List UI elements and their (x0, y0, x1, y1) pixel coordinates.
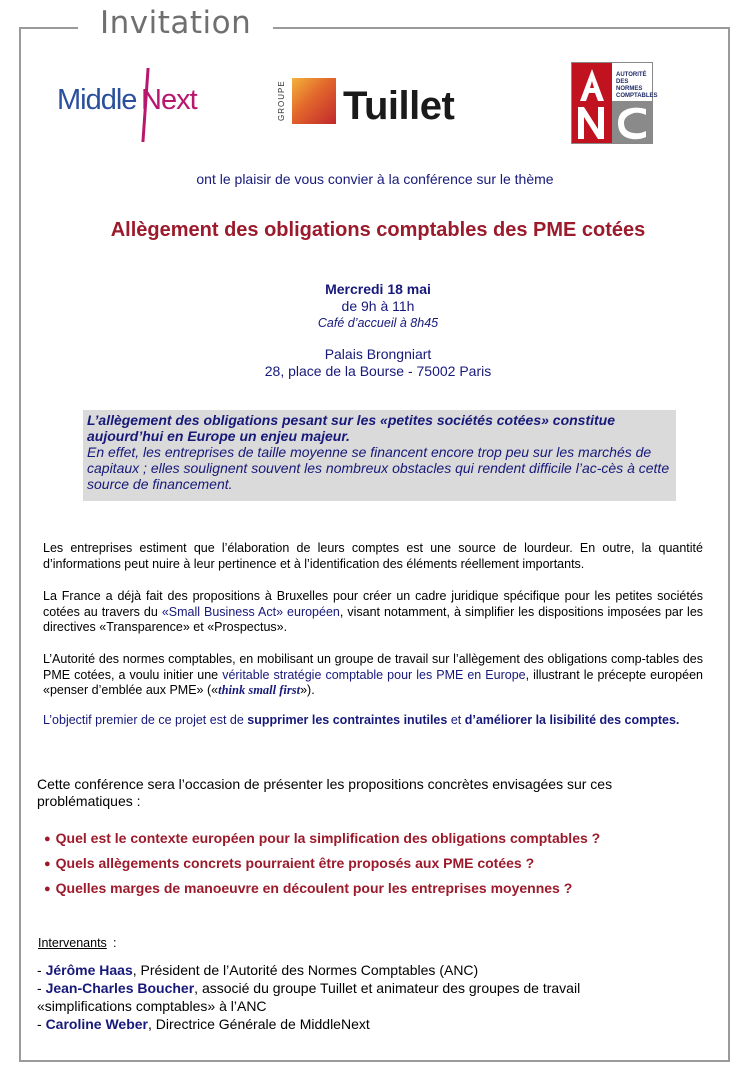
conference-title: Allègement des obligations comptables des PME cotées (110, 219, 646, 241)
strategy-link: véritable stratégie comptable pour les PME en Europe (222, 667, 526, 682)
event-venue: Palais Brongniart (324, 346, 432, 362)
event-date-block (200, 281, 556, 332)
question-item: ● Quels allègements concrets pourraient être proposés aux PME cotées ? (44, 855, 535, 871)
question-item: ● Quelles marges de manoeuvre en découlent pour les entreprises moyennes ? (44, 880, 573, 896)
speakers-heading-suffix: : (113, 936, 117, 950)
intro-text: ont le plaisir de vous convier à la conférence sur le thème (196, 171, 554, 187)
paragraph-4: L’objectif premier de ce projet est de supprimer les contraintes inutiles et d’améliorer la lisibilité des comptes. (43, 713, 680, 727)
event-date: Mercredi 18 mai (325, 281, 431, 297)
think-small-first: think small first (218, 683, 301, 697)
paragraph-2: La France a déjà fait des propositions à Bruxelles pour créer un cadre juridique spécifique pour les petites sociétés cotées au travers du «Small Business Act» européen, visant notamment, à simplifier les dispositions imposées par les directives «Transparence» et «Prospectus». (43, 589, 704, 634)
highlight-lead: L’allègement des obligations pesant sur les «petites sociétés cotées» constitue aujourd’hui en Europe un enjeu majeur. (87, 412, 616, 444)
tuillet-logo-name: Tuillet (343, 84, 455, 128)
speakers-heading: Intervenants (38, 936, 107, 950)
event-address-block (200, 346, 556, 380)
small-business-act-link: «Small Business Act» européen (161, 604, 340, 619)
tuillet-logo (277, 78, 477, 126)
bullet-icon: ● (44, 883, 51, 895)
event-welcome: Café d’accueil à 8h45 (317, 316, 439, 330)
speaker-item: - Jérôme Haas, Président de l’Autorité des Normes Comptables (ANC) (37, 962, 479, 978)
invitation-title: Invitation (78, 3, 273, 43)
speaker-item: - Jean-Charles Boucher, associé du groupe Tuillet et animateur des groupes de travail «simplifications comptables» à l’ANC (37, 980, 581, 1014)
speaker-item: - Caroline Weber, Directrice Générale de MiddleNext (37, 1016, 370, 1032)
paragraph-3: L’Autorité des normes comptables, en mobilisant un groupe de travail sur l’allègement des obligations comp-tables des PME cotées, a voulu initier une véritable stratégie comptable pour les PME en Europe, illustrant le précepte européen «penser d’emblée aux PME» («think small first»). (43, 652, 703, 697)
middlenext-logo-part1: Middle (57, 84, 137, 116)
question-item: ● Quel est le contexte européen pour la simplification des obligations comptables ? (44, 830, 601, 846)
middlenext-logo-part2: Next (141, 84, 197, 116)
questions-list (44, 827, 704, 902)
tuillet-logo-groupe: GROUPE (277, 80, 286, 122)
bullet-icon: ● (44, 858, 51, 870)
speakers-list (37, 961, 677, 1033)
paragraph-1: Les entreprises estiment que l’élaboration de leurs comptes est une source de lourdeur. En outre, la quantité d’informations peut nuire à leur pertinence et à l’identification des éléments réellement importants. (43, 541, 703, 571)
conference-paragraph: Cette conférence sera l’occasion de présenter les propositions concrètes envisagées sur ces problématiques : (37, 776, 613, 809)
middlenext-logo (57, 66, 217, 136)
anc-logo (571, 62, 658, 144)
highlight-body: En effet, les entreprises de taille moyenne se financent encore trop peu sur les marchés de capitaux ; elles soulignent souvent les nombreux obstacles qui rendent difficile l’ac-cès à cette source de financement. (87, 444, 670, 492)
tuillet-logo-square (292, 78, 336, 124)
anc-logo-text: AUTORITÉ DES NORMES COMPTABLES (616, 72, 658, 99)
event-time: de 9h à 11h (341, 298, 415, 314)
event-address: 28, place de la Bourse - 75002 Paris (264, 363, 492, 379)
highlight-box (83, 410, 676, 501)
bullet-icon: ● (44, 833, 51, 845)
